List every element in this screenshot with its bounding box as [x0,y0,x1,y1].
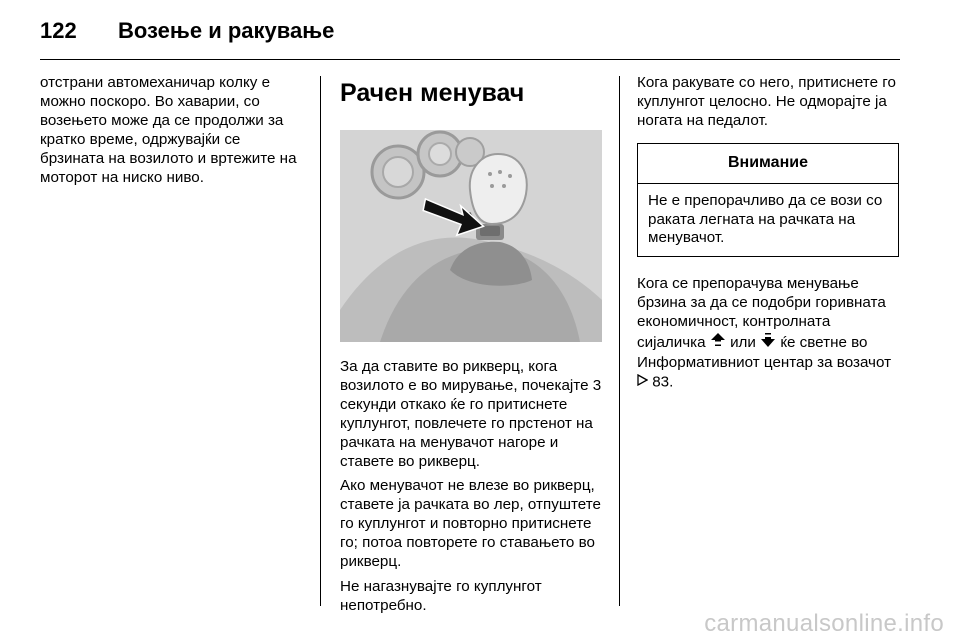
page-title: Возење и ракување [118,18,335,43]
page-number: 122 [40,18,77,43]
paragraph: Не нагазнувајте го куплунгот непотребно. [340,577,542,614]
paragraph: За да ставите во рикверц, кога возилото е во мирување, почекајте 3 секунди откако ќе го притиснете куплунгот, повлечете го прстенот на рачката на менувачот нагоре и ставете во рикверц. [340,358,602,470]
middle-column [340,78,608,622]
shift-down-icon [760,332,776,354]
left-column [40,74,308,193]
column-divider [320,76,321,606]
page-reference-icon [637,373,648,392]
header-rule [40,59,900,60]
paragraph: Ако менувачот не влезе во рикверц, ставете ја рачката во лер, отпуштете го куплунгот и повторно притиснете го; потоа повторете го ставањето во рикверц. [340,477,601,571]
warning-box [637,143,899,258]
warning-heading: Внимание [638,144,898,184]
column-divider [619,76,620,606]
footer-watermark: carmanualsonline.info [704,610,944,637]
right-column [637,74,903,398]
shift-up-icon [710,332,726,354]
paragraph: Кога се препорачува менување брзина за да се подобри горивната економичност, контролната сијаличка или ќе светне во Информативниот центар за возачот 83. [637,275,892,391]
gear-shift-illustration [340,130,602,342]
paragraph: отстрани автомеханичар колку е можно поскоро. Во хаварии, со возењето може да се продолжи за кратко време, одржувајќи се брзината на возилото и вртежите на моторот на ниско ниво. [40,74,297,186]
paragraph: Кога ракувате со него, притиснете го куплунгот целосно. Не одморајте ја ногата на педалот. [637,74,896,129]
page-header [40,18,334,44]
warning-text: Не е препорачливо да се вози со раката легната на рачката на менувачот. [648,191,883,247]
page-reference: 83. [652,373,674,391]
section-heading: Рачен менувач [340,79,525,107]
gear-shift-figure [340,130,602,342]
